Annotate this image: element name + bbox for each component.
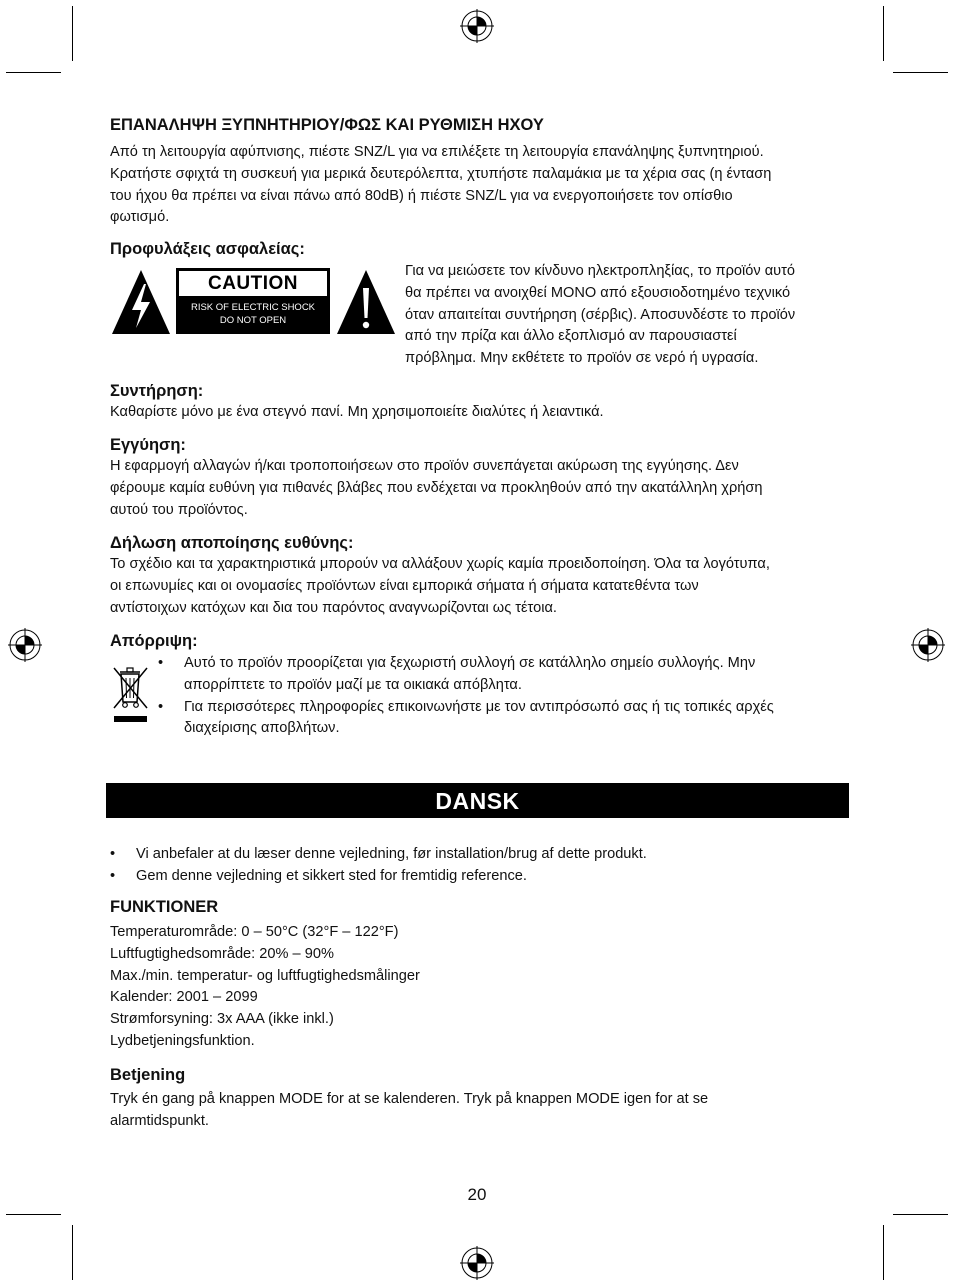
feature-line: Temperaturområde: 0 – 50°C (32°F – 122°F)	[110, 924, 399, 940]
list-item	[110, 844, 850, 866]
section-betjening	[110, 1065, 850, 1133]
paragraph-line: Η εφαρμογή αλλαγών ή/και τροποποιήσεων στο προϊόν συνεπάγεται ακύρωση της εγγύησης. Δεν	[110, 458, 739, 474]
section-heading: Δήλωση αποποίησης ευθύνης:	[110, 534, 354, 552]
list-item	[158, 653, 858, 697]
caution-title: CAUTION	[179, 271, 327, 296]
registration-mark-icon	[460, 9, 494, 43]
crop-mark	[893, 72, 948, 73]
paragraph-line: Κρατήστε σφιχτά τη συσκευή για μερικά δευτερόλεπτα, χτυπήστε παλαμάκια με τα χέρια σας (η ένταση	[110, 165, 772, 182]
paragraph-line: Για να μειώσετε τον κίνδυνο ηλεκτροπληξίας, το προϊόν αυτό	[405, 263, 796, 279]
paragraph-line: θα πρέπει να ανοιχθεί ΜΟΝΟ από εξουσιοδοτημένο τεχνικό	[405, 284, 791, 301]
section-disposal	[110, 631, 850, 651]
crop-mark	[883, 1225, 884, 1280]
list-item	[110, 866, 850, 888]
paragraph-line: φέρουμε καμία ευθύνη για πιθανές βλάβες που ενδέχεται να προκληθούν από την ακατάλληλη χρήση	[110, 479, 763, 496]
list-item-line: Gem denne vejledning et sikkert sted for fremtidig reference.	[136, 867, 527, 884]
section-funktioner	[110, 897, 850, 1053]
paragraph-line: Από τη λειτουργία αφύπνισης, πιέστε SNZ/L για να επιλέξετε τη λειτουργία επανάληψης ξυπνητηριού.	[110, 144, 764, 160]
language-banner: DANSK	[106, 783, 849, 818]
section-maintenance	[110, 381, 850, 424]
paragraph-line: αυτού του προϊόντος.	[110, 501, 248, 518]
registration-mark-icon	[911, 628, 945, 662]
crop-mark	[72, 6, 73, 61]
list-item-line: διαχείρισης αποβλήτων.	[184, 720, 340, 737]
weee-crossed-bin-icon	[110, 664, 152, 726]
bullet: •	[110, 846, 116, 862]
registration-mark-icon	[8, 628, 42, 662]
page-number: 20	[467, 1185, 487, 1204]
section-heading: Απόρριψη:	[110, 632, 198, 650]
caution-line: DO NOT OPEN	[219, 315, 287, 326]
section-heading: Συντήρηση:	[110, 382, 204, 400]
feature-line: Strømforsyning: 3x AAA (ikke inkl.)	[110, 1011, 334, 1028]
bullet: •	[158, 655, 164, 671]
section-disclaimer	[110, 533, 850, 619]
paragraph-line: αντίστοιχων κατόχων και δια του παρόντος αναγνωρίζονται ως τέτοια.	[110, 599, 557, 616]
paragraph-line: φωτισμό.	[110, 209, 170, 226]
crop-mark	[72, 1225, 73, 1280]
crop-mark	[893, 1214, 948, 1215]
electric-shock-warning-icon	[110, 268, 172, 336]
feature-line: Max./min. temperatur- og luftfugtighedsmålinger	[110, 967, 420, 984]
crop-mark	[883, 6, 884, 61]
section-heading: Betjening	[110, 1066, 186, 1084]
section-heading: Εγγύηση:	[110, 436, 186, 454]
feature-line: Kalender: 2001 – 2099	[110, 989, 258, 1006]
paragraph-line: alarmtidspunkt.	[110, 1112, 209, 1129]
caution-line: RISK OF ELECTRIC SHOCK	[190, 302, 316, 313]
exclamation-warning-icon	[335, 268, 397, 336]
safety-text	[405, 261, 855, 370]
paragraph-line: πρόβλημα. Μην εκθέτετε το προϊόν σε νερό ή υγρασία.	[405, 350, 759, 367]
paragraph-line: Καθαρίστε μόνο με ένα στεγνό πανί. Μη χρησιμοποιείτε διαλύτες ή λειαντικά.	[110, 404, 604, 420]
section-alarm	[110, 115, 850, 229]
section-heading: FUNKTIONER	[110, 898, 219, 916]
paragraph-line: από την πρίζα και άλλο εξοπλισμό αν παρουσιαστεί	[405, 328, 737, 345]
feature-line: Lydbetjeningsfunktion.	[110, 1032, 255, 1049]
paragraph-line: οι επωνυμίες και οι ονομασίες προϊόντων είναι εμπορικά σήματα ή σήματα κατατεθέντα των	[110, 577, 699, 594]
section-heading: ΕΠΑΝΑΛΗΨΗ ΞΥΠΝΗΤΗΡΙΟΥ/ΦΩΣ ΚΑΙ ΡΥΘΜΙΣΗ ΗΧΟΥ	[110, 116, 544, 134]
disposal-list	[158, 653, 858, 740]
paragraph-line: του ήχου θα πρέπει να είναι πάνω από 80dB) ή πιέστε SNZ/L για να ενεργοποιήσετε τον οπίσθιο	[110, 187, 733, 204]
feature-line: Luftfugtighedsområde: 20% – 90%	[110, 945, 334, 962]
section-heading: Προφυλάξεις ασφαλείας:	[110, 240, 305, 258]
crop-mark	[6, 1214, 61, 1215]
section-warranty	[110, 435, 850, 521]
registration-mark-icon	[460, 1246, 494, 1280]
bullet: •	[158, 698, 164, 715]
paragraph-line: Tryk én gang på knappen MODE for at se kalenderen. Tryk på knappen MODE igen for at se	[110, 1091, 709, 1107]
list-item-line: απορρίπτετε το προϊόν μαζί με τα οικιακά απόβλητα.	[184, 676, 522, 693]
list-item	[158, 697, 858, 741]
dansk-intro-list	[110, 844, 850, 888]
crop-mark	[6, 72, 61, 73]
bullet: •	[110, 867, 116, 884]
paragraph-line: Το σχέδιο και τα χαρακτηριστικά μπορούν να αλλάξουν χωρίς καμία προειδοποίηση. Όλα τα λογότυπα,	[110, 556, 770, 572]
list-item-line: Για περισσότερες πληροφορίες επικοινωνήστε με τον αντιπρόσωπό σας ή τις τοπικές αρχές	[184, 698, 774, 715]
section-safety	[110, 239, 850, 259]
paragraph-line: όταν απαιτείται συντήρηση (σέρβις). Αποσυνδέστε το προϊόν	[405, 306, 796, 323]
caution-label	[176, 268, 330, 334]
list-item-line: Αυτό το προϊόν προορίζεται για ξεχωριστή συλλογή σε κατάλληλο σημείο συλλογής. Μην	[184, 655, 756, 671]
list-item-line: Vi anbefaler at du læser denne vejledning, før installation/brug af dette produkt.	[136, 846, 647, 862]
